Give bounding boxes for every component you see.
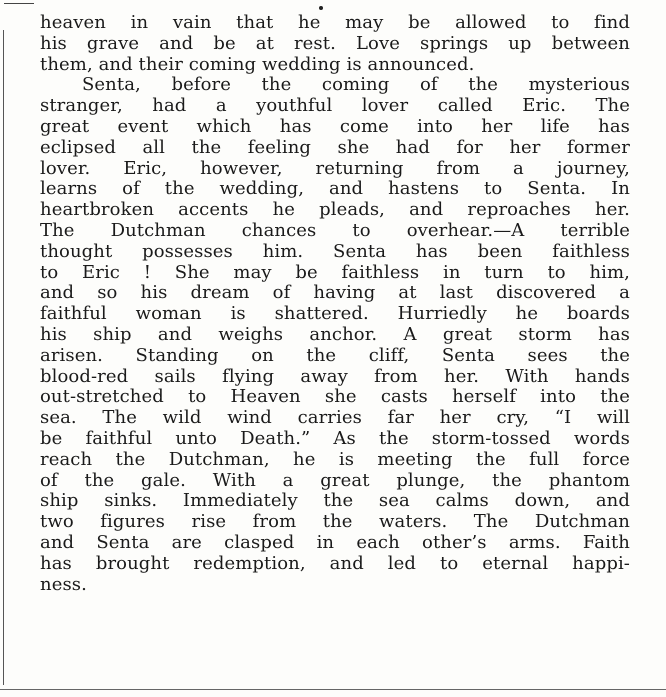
text-line: learns of the wedding, and hastens to Senta. In: [40, 178, 630, 200]
text-line: out-stretched to Heaven she casts herself into the: [40, 386, 630, 408]
text-line: reach the Dutchman, he is meeting the full force: [40, 448, 630, 470]
text-line: them, and their coming wedding is announced.: [40, 53, 475, 75]
bottom-rule: [0, 689, 666, 690]
text-line: of the gale. With a great plunge, the phantom: [40, 469, 630, 491]
text-line: and so his dream of having at last discovered a: [40, 282, 630, 304]
text-line: heartbroken accents he pleads, and reproaches her.: [40, 199, 630, 221]
text-line: stranger, had a youthful lover called Eric. The: [40, 95, 630, 117]
text-line: blood-red sails flying away from her. With hands: [40, 365, 630, 387]
text-line: has brought redemption, and led to eternal happi-: [40, 552, 630, 574]
text-line: ship sinks. Immediately the sea calms down, and: [40, 490, 630, 512]
article-body: [40, 13, 630, 595]
left-column-rule: [3, 30, 4, 685]
text-line: thought possesses him. Senta has been faithless: [40, 240, 630, 262]
text-line: ness.: [40, 573, 87, 595]
text-line: eclipsed all the feeling she had for her former: [40, 136, 630, 158]
text-line: lover. Eric, however, returning from a journey,: [40, 157, 630, 179]
text-line: his ship and weighs anchor. A great storm has: [40, 323, 630, 345]
top-rule: [4, 3, 34, 4]
text-line: great event which has come into her life has: [40, 115, 630, 137]
text-line: faithful woman is shattered. Hurriedly he boards: [40, 303, 630, 325]
text-line: two figures rise from the waters. The Dutchman: [40, 511, 630, 533]
text-line: arisen. Standing on the cliff, Senta sees the: [40, 344, 630, 366]
text-line: be faithful unto Death.” As the storm-tossed words: [40, 427, 630, 449]
text-line: The Dutchman chances to overhear.—A terrible: [40, 219, 630, 241]
text-line: heaven in vain that he may be allowed to find: [40, 12, 630, 33]
text-line: his grave and be at rest. Love springs up between: [40, 32, 630, 54]
text-line: sea. The wild wind carries far her cry, “I will: [40, 407, 630, 429]
text-line: and Senta are clasped in each other’s arms. Faith: [40, 531, 630, 553]
top-dot: [319, 6, 323, 10]
text-line: Senta, before the coming of the mysterious: [82, 74, 630, 96]
text-line: to Eric ! She may be faithless in turn to him,: [40, 261, 630, 283]
